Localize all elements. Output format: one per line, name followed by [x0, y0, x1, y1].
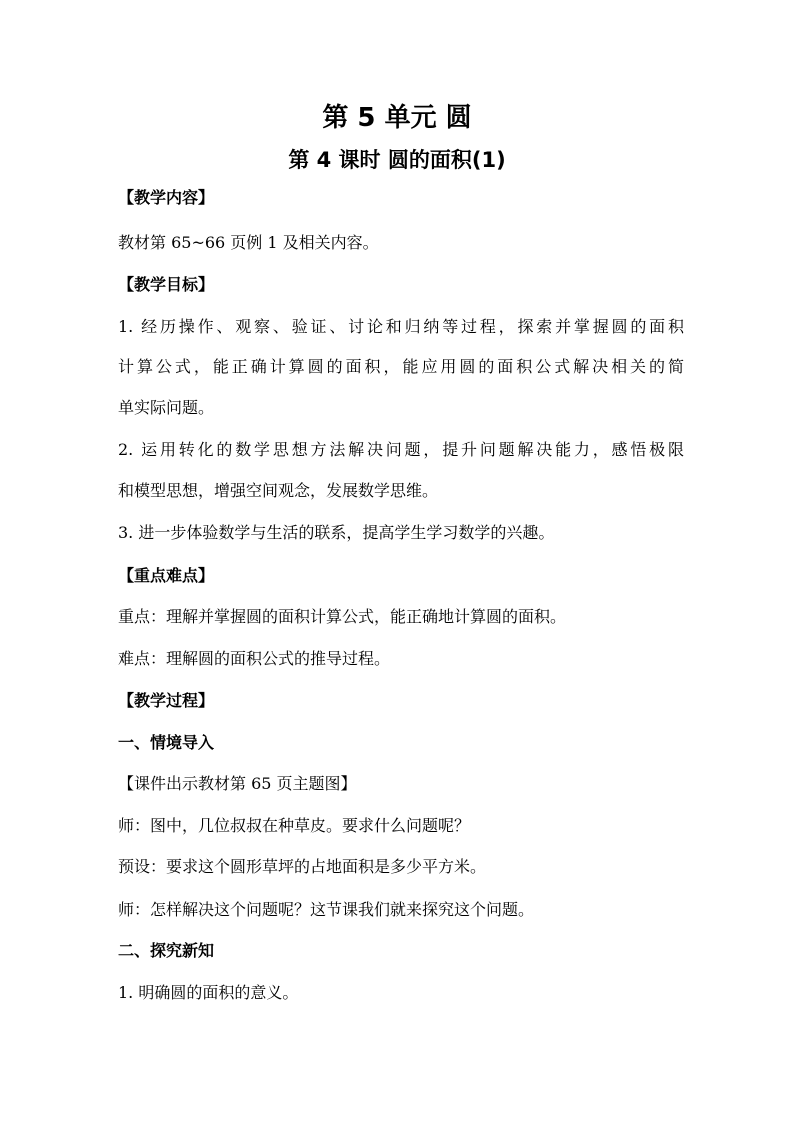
- teaching-content-heading: 【教学内容】: [118, 188, 215, 207]
- goal-3: 3. 进一步体验数学与生活的联系，提高学生学习数学的兴趣。: [118, 523, 555, 542]
- goal-1-line-1: 1. 经历操作、观察、验证、讨论和归纳等过程，探索并掌握圆的面积: [118, 317, 684, 336]
- teaching-goals-heading: 【教学目标】: [118, 275, 215, 294]
- unit-title: 第 5 单元 圆: [322, 103, 472, 133]
- courseware-note: 【课件出示教材第 65 页主题图】: [118, 774, 357, 793]
- key-point-text: 重点：理解并掌握圆的面积计算公式，能正确地计算圆的面积。: [118, 607, 567, 626]
- teaching-content-text: 教材第 65~66 页例 1 及相关内容。: [118, 233, 379, 252]
- part-2-heading: 二、探究新知: [118, 941, 215, 960]
- goal-1-line-2: 计算公式，能正确计算圆的面积，能应用圆的面积公式解决相关的简: [118, 357, 684, 376]
- teacher-line-2: 师：怎样解决这个问题呢？这节课我们就来探究这个问题。: [118, 900, 535, 919]
- step-1: 1. 明确圆的面积的意义。: [118, 983, 299, 1002]
- part-1-heading: 一、情境导入: [118, 733, 215, 752]
- key-points-heading: 【重点难点】: [118, 566, 215, 585]
- goal-2-line-2: 和模型思想，增强空间观念，发展数学思维。: [118, 481, 439, 500]
- difficulty-text: 难点：理解圆的面积公式的推导过程。: [118, 649, 391, 668]
- teacher-line-1: 师：图中，几位叔叔在种草皮。要求什么问题呢？: [118, 816, 471, 835]
- lesson-title: 第 4 课时 圆的面积(1): [288, 148, 506, 172]
- goal-1-line-3: 单实际问题。: [118, 398, 215, 417]
- goal-2-line-1: 2. 运用转化的数学思想方法解决问题，提升问题解决能力，感悟极限: [118, 440, 684, 459]
- teaching-process-heading: 【教学过程】: [118, 691, 215, 710]
- preset-answer: 预设：要求这个圆形草坪的占地面积是多少平方米。: [118, 857, 487, 876]
